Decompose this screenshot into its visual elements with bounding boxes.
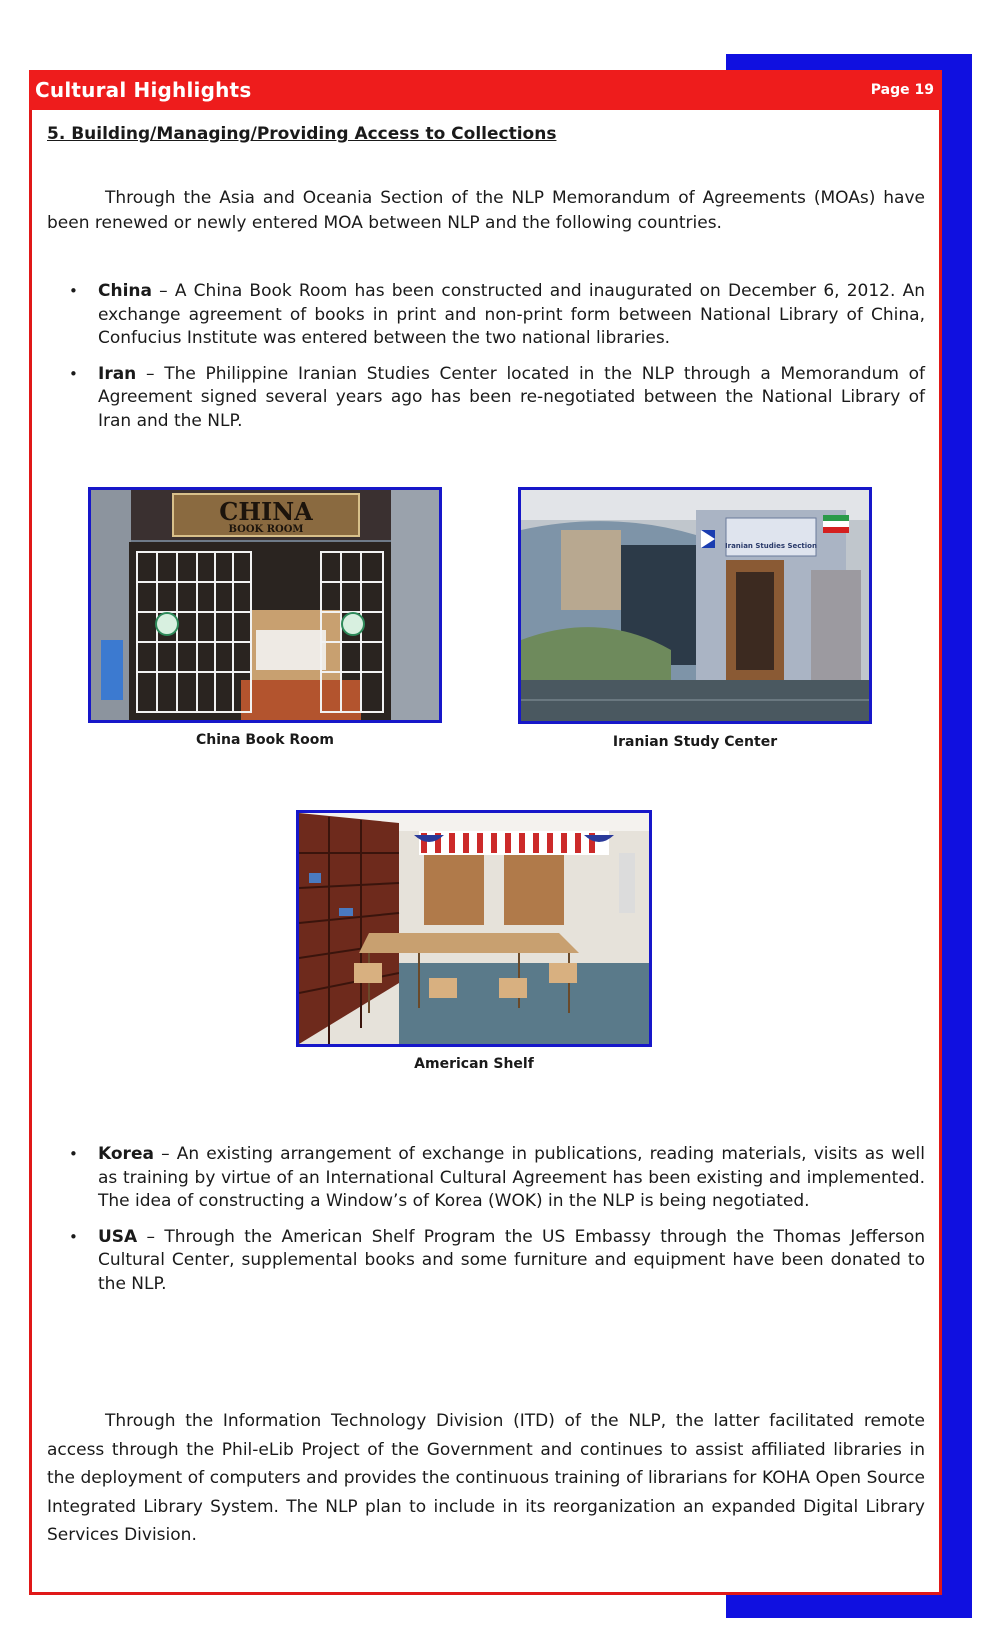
china-sign-main: CHINA <box>219 497 313 526</box>
bullet-text: – A China Book Room has been constructed and inaugurated on December 6, 2012. An exchange agreement of books in print and non-print form between National Library of China, Confucius Institute was entered between the two national libraries. <box>98 281 925 348</box>
closing-paragraph-text: Through the Information Technology Division (ITD) of the NLP, the latter facilitated remote access through the Phil-eLib Project of the Government and continues to assist affiliated libraries in the deployment of computers and provides the continuous training of librarians for KOHA Open Source Integrated Library System. The NLP plan to include in its reorganization an expanded Digital Library Services Division. <box>47 1411 925 1545</box>
header-band <box>29 70 942 110</box>
section-heading: 5. Building/Managing/Providing Access to Collections <box>47 124 557 144</box>
bullet-icon: • <box>69 364 78 383</box>
bullet-icon: • <box>69 1227 78 1246</box>
bullet-text: – Through the American Shelf Program the US Embassy through the Thomas Jefferson Cultural Center, supplemental books and some furniture and equipment have been donated to the NLP. <box>98 1226 925 1294</box>
iran-sign: Iranian Studies Section <box>725 542 817 550</box>
american-shelf-caption: American Shelf <box>414 1056 534 1072</box>
china-book-room-caption: China Book Room <box>195 732 335 748</box>
bullet-country: Korea <box>98 1144 154 1164</box>
iranian-study-center-photo <box>518 487 872 724</box>
bullet-list-bottom <box>47 1143 925 1308</box>
bullet-item-usa <box>47 1226 925 1297</box>
bullet-country: USA <box>98 1226 138 1247</box>
bullet-item-korea <box>47 1143 925 1214</box>
iranian-study-center-illustration <box>521 490 869 721</box>
header-title: Cultural Highlights <box>35 78 252 102</box>
american-shelf-illustration <box>299 813 649 1044</box>
bullet-text: – The Philippine Iranian Studies Center located in the NLP through a Memorandum of Agreement signed several years ago has been re-negotiated between the National Library of Iran and the NLP. <box>98 363 925 431</box>
page-number: Page 19 <box>870 82 934 98</box>
bullet-list-top <box>47 280 925 445</box>
china-sign-sub: BOOK ROOM <box>228 524 304 535</box>
intro-paragraph <box>47 186 925 235</box>
closing-paragraph <box>47 1407 925 1550</box>
intro-paragraph-text: Through the Asia and Oceania Section of the NLP Memorandum of Agreements (MOAs) have been renewed or newly entered MOA between NLP and the following countries. <box>47 188 925 233</box>
bullet-item-iran <box>47 363 925 434</box>
american-shelf-photo <box>296 810 652 1047</box>
bullet-icon: • <box>69 282 78 300</box>
bullet-country: Iran <box>98 363 137 384</box>
iranian-study-center-caption: Iranian Study Center <box>612 734 778 750</box>
bullet-text: – An existing arrangement of exchange in publications, reading materials, visits as well as training by virtue of an International Cultural Agreement has been existing and implemented. The idea of constructing a Window’s of Korea (WOK) in the NLP is being negotiated. <box>98 1144 925 1211</box>
bullet-country: China <box>98 281 152 301</box>
china-book-room-photo <box>88 487 442 723</box>
bullet-item-china <box>47 280 925 351</box>
china-book-room-illustration <box>91 490 439 720</box>
bullet-icon: • <box>69 1145 78 1163</box>
